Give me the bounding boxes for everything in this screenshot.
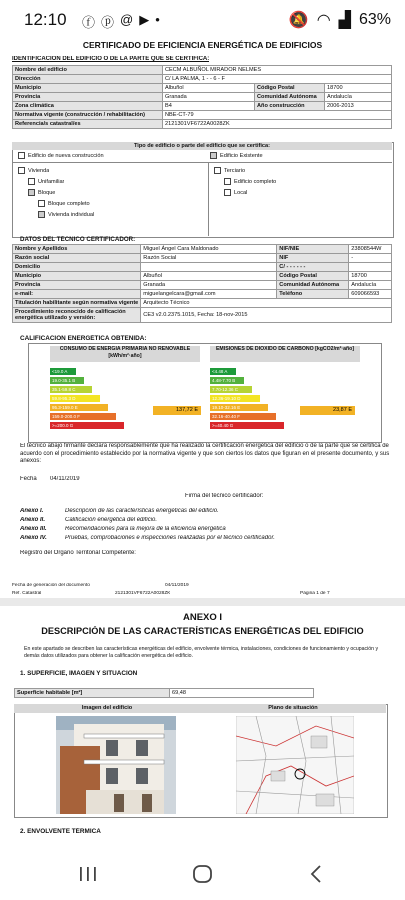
row-value bbox=[141, 263, 277, 272]
tipo-existente-label: Edificio Existente bbox=[220, 152, 263, 159]
footer-ref-value: 2121301VF6722A0028ZK bbox=[115, 591, 171, 596]
vivienda-label: Vivienda bbox=[28, 167, 50, 174]
anexo-key: Anexo I. bbox=[20, 508, 44, 514]
tipo-header: Tipo de edificio o parte del edificio que se certifica: bbox=[12, 142, 392, 150]
row-value: Albuñol bbox=[141, 272, 277, 281]
unifamiliar-option[interactable] bbox=[28, 178, 64, 185]
checkbox[interactable] bbox=[224, 189, 231, 196]
fecha-label: Fecha bbox=[20, 476, 37, 482]
divider bbox=[12, 162, 392, 163]
row-value: Razón Social bbox=[141, 254, 277, 263]
bloque-option[interactable] bbox=[28, 189, 55, 196]
rating-band: 19.0-35.1 B bbox=[50, 377, 84, 384]
notification-icons bbox=[82, 12, 160, 31]
row-value: CE3 v2.0.2375.1015, Fecha: 18-nov-2015 bbox=[141, 308, 392, 323]
row-label-2: Año construcción bbox=[255, 102, 325, 111]
tecnico-row bbox=[13, 308, 392, 323]
anexo-description: Descripción de las características energéticas del edificio. bbox=[65, 508, 219, 514]
row-label: Nombre del edificio bbox=[13, 66, 163, 75]
section-1-title: 1. SUPERFICIE, IMAGEN Y SITUACIÓN bbox=[20, 670, 138, 677]
building-photo bbox=[56, 716, 176, 814]
row-label-2: Comunidad Autónoma bbox=[277, 281, 349, 290]
row-label: Nombre y Apellidos bbox=[13, 245, 141, 254]
vivienda-option[interactable] bbox=[18, 167, 49, 174]
row-value-2 bbox=[349, 263, 392, 272]
row-value: 2121301VF6722A0028ZK bbox=[163, 120, 392, 129]
terciario-option[interactable] bbox=[214, 167, 245, 174]
tecnico-row bbox=[13, 263, 392, 272]
mute-icon: 🔕 bbox=[288, 12, 309, 29]
rating-band: >=40.40 G bbox=[210, 422, 284, 429]
system-icons bbox=[289, 10, 391, 30]
vivienda-individual-option[interactable] bbox=[38, 211, 94, 218]
checkbox[interactable] bbox=[38, 200, 45, 207]
row-value-2: 609066593 bbox=[349, 290, 392, 299]
anexo-key: Anexo III. bbox=[20, 526, 47, 532]
clock: 12:10 bbox=[24, 10, 67, 29]
tecnico-row bbox=[13, 281, 392, 290]
row-label: Municipio bbox=[13, 272, 141, 281]
row-value: miguelangelcara@gmail.com bbox=[141, 290, 277, 299]
tecnico-row bbox=[13, 272, 392, 281]
row-label-2: Código Postal bbox=[255, 84, 325, 93]
row-value: CECM ALBUÑOL MIRADOR NELMES bbox=[163, 66, 392, 75]
row-value-2: Andalucía bbox=[325, 93, 392, 102]
anexo-description: Recomendaciones para la mejora de la eficiencia energética bbox=[65, 526, 226, 532]
row-label: Provincia bbox=[13, 281, 141, 290]
row-label-2: Código Postal bbox=[277, 272, 349, 281]
checkbox[interactable] bbox=[18, 167, 25, 174]
local-option[interactable] bbox=[224, 189, 247, 196]
rating-band: <19.0 A bbox=[50, 368, 76, 375]
fecha-value: 04/11/2019 bbox=[50, 476, 80, 482]
checkbox-checked[interactable] bbox=[210, 152, 217, 159]
section-2-title: 2. ENVOLVENTE TÉRMICA bbox=[20, 828, 101, 835]
divider bbox=[208, 162, 209, 236]
bloque-label: Bloque bbox=[38, 189, 56, 196]
rating-band: 32.16-40.40 F bbox=[210, 413, 276, 420]
row-value: B4 bbox=[163, 102, 255, 111]
recent-apps-button[interactable] bbox=[78, 865, 98, 883]
anexo-key: Anexo II. bbox=[20, 517, 46, 523]
bloque-completo-option[interactable] bbox=[38, 200, 90, 207]
tipo-nueva-label: Edificio de nueva construcción bbox=[28, 152, 104, 159]
row-value: Granada bbox=[163, 93, 255, 102]
vivienda-individual-label: Vivienda individual bbox=[48, 211, 95, 218]
row-value: Albuñol bbox=[163, 84, 255, 93]
row-value-2: Andalucía bbox=[349, 281, 392, 290]
row-value: C/ LA PALMA, 1 - - 6 - F bbox=[163, 75, 392, 84]
ident-row bbox=[13, 75, 392, 84]
wifi-icon: ◠ bbox=[316, 12, 331, 29]
back-button[interactable] bbox=[308, 864, 324, 884]
youtube-icon: ▶ bbox=[139, 12, 150, 27]
row-label: e-mail: bbox=[13, 290, 141, 299]
certificate-page bbox=[10, 38, 395, 598]
tecnico-row bbox=[13, 254, 392, 263]
footer-ref-label: Ref. Catastral bbox=[12, 591, 42, 596]
android-nav-bar bbox=[0, 840, 405, 900]
footer-gen-label: Fecha de generación del documento bbox=[12, 583, 90, 588]
row-label-2: Teléfono bbox=[277, 290, 349, 299]
consumo-rating: 137,72 E bbox=[153, 406, 201, 415]
tecnico-row bbox=[13, 290, 392, 299]
imagen-label: Imagen del edificio bbox=[14, 704, 200, 713]
ident-row bbox=[13, 102, 392, 111]
row-label: Municipio bbox=[13, 84, 163, 93]
emisiones-title: EMISIONES DE DIÓXIDO DE CARBONO [kgCO2/m²·año] bbox=[210, 346, 360, 362]
row-value-2: 18700 bbox=[349, 272, 392, 281]
row-value: Arquitecto Técnico bbox=[141, 299, 392, 308]
tecnico-header: DATOS DEL TÉCNICO CERTIFICADOR: bbox=[20, 236, 136, 243]
pinterest-icon: ⓟ bbox=[101, 15, 115, 30]
signal-icon: ▟ bbox=[338, 12, 351, 29]
ident-table bbox=[12, 65, 392, 129]
row-value-2: 18700 bbox=[325, 84, 392, 93]
row-label: Titulación habilitante según normativa vigente bbox=[13, 299, 141, 308]
row-label: Dirección bbox=[13, 75, 163, 84]
status-bar bbox=[0, 0, 405, 40]
row-value: NBE-CT-79 bbox=[163, 111, 392, 120]
calif-header: CALIFICACIÓN ENERGÉTICA OBTENIDA: bbox=[20, 335, 147, 342]
row-label-2: NIF bbox=[277, 254, 349, 263]
bloque-completo-label: Bloque completo bbox=[48, 200, 90, 207]
row-value: Granada bbox=[141, 281, 277, 290]
row-label: Referencia/s catastral/es bbox=[13, 120, 163, 129]
anexo-key: Anexo IV. bbox=[20, 535, 47, 541]
home-button[interactable] bbox=[192, 864, 214, 884]
footer-page: Página 1 de 7 bbox=[300, 591, 330, 596]
rating-band: 95.3-159.0 E bbox=[50, 404, 108, 411]
checkbox-checked[interactable] bbox=[38, 211, 45, 218]
edificio-completo-label: Edificio completo bbox=[234, 178, 277, 185]
row-label: Razón social bbox=[13, 254, 141, 263]
row-label: Procedimiento reconocido de calificación energética utilizado y versión: bbox=[13, 308, 141, 323]
ident-row bbox=[13, 66, 392, 75]
edificio-completo-option[interactable] bbox=[224, 178, 276, 185]
ident-row bbox=[13, 84, 392, 93]
tecnico-row bbox=[13, 245, 392, 254]
emisiones-rating: 23,87 E bbox=[300, 406, 355, 415]
row-value-2: 23808544W bbox=[349, 245, 392, 254]
row-label: Zona climática bbox=[13, 102, 163, 111]
checkbox[interactable] bbox=[224, 178, 231, 185]
rating-band: 159.0-200.0 F bbox=[50, 413, 116, 420]
page-separator bbox=[0, 598, 405, 606]
rating-band: >=200.0 G bbox=[50, 422, 124, 429]
ident-row bbox=[13, 120, 392, 129]
footer-gen-value: 04/11/2019 bbox=[165, 583, 189, 588]
tipo-existente-option[interactable] bbox=[210, 152, 263, 159]
anexo-subtitle: DESCRIPCIÓN DE LAS CARACTERÍSTICAS ENERGÉTICAS DEL EDIFICIO bbox=[41, 626, 364, 636]
battery-level: 63% bbox=[358, 11, 391, 28]
checkbox[interactable] bbox=[214, 167, 221, 174]
superficie-label: Superficie habitable [m²] bbox=[15, 689, 170, 698]
rating-band: 19.10-32.16 E bbox=[210, 404, 268, 411]
consumo-title: CONSUMO DE ENERGÍA PRIMARIA NO RENOVABLE [kWh/m²·año] bbox=[50, 346, 200, 362]
checkbox[interactable] bbox=[28, 178, 35, 185]
anexo-description: Pruebas, comprobaciones e inspecciones realizadas por el técnico certificador. bbox=[65, 535, 275, 541]
anexo-description: Calificación energética del edificio. bbox=[65, 517, 158, 523]
row-label-2: C/ - - - - - - bbox=[277, 263, 349, 272]
row-value-2: 2006-2013 bbox=[325, 102, 392, 111]
facebook-icon: ⓕ bbox=[82, 15, 96, 30]
firma-label: Firma del técnico certificador: bbox=[185, 493, 264, 499]
tecnico-row bbox=[13, 299, 392, 308]
tecnico-table bbox=[12, 244, 392, 323]
terciario-label: Terciario bbox=[224, 167, 246, 174]
rating-band: 12.36-19.10 D bbox=[210, 395, 260, 402]
declaracion-text: El técnico abajo firmante declara responsablemente que ha realizado la certificación energética del edificio o de la parte que se certifica de acuerdo con el procedimiento establecido por la normativa vigente y que son ciertos los datos que figuran en el presente documento, y sus anexos: bbox=[20, 443, 390, 464]
plano-label: Plano de situación bbox=[200, 704, 386, 713]
unifamiliar-label: Unifamiliar bbox=[38, 178, 65, 185]
row-label-2: NIF/NIE bbox=[277, 245, 349, 254]
rating-band: 7.70-12.36 C bbox=[210, 386, 252, 393]
dot-icon: • bbox=[155, 12, 160, 27]
tipo-nueva-option[interactable] bbox=[18, 152, 104, 159]
row-label: Domicilio bbox=[13, 263, 141, 272]
certificate-title: CERTIFICADO DE EFICIENCIA ENERGÉTICA DE EDIFICIOS bbox=[82, 40, 323, 50]
checkbox-checked[interactable] bbox=[28, 189, 35, 196]
rating-band: 59.8-95.3 D bbox=[50, 395, 100, 402]
anexo-intro: En este apartado se describen las características energéticas del edificio, envolvente térmica, instalaciones, condiciones de funcionamiento y ocupación y demás datos utilizados para obtener la calificación energética del edificio. bbox=[24, 646, 379, 659]
ident-row bbox=[13, 111, 392, 120]
threads-icon: @ bbox=[120, 12, 134, 27]
row-value-2: - bbox=[349, 254, 392, 263]
row-label: Provincia bbox=[13, 93, 163, 102]
row-label: Normativa vigente (construcción / rehabilitación) bbox=[13, 111, 163, 120]
registro-label: Registro del Órgano Territorial Competente: bbox=[20, 550, 136, 556]
local-label: Local bbox=[234, 189, 248, 196]
location-map bbox=[236, 716, 354, 814]
row-value: Miguel Ángel Cara Maldonado bbox=[141, 245, 277, 254]
rating-band: <4.48 A bbox=[210, 368, 236, 375]
ident-header: IDENTIFICACIÓN DEL EDIFICIO O DE LA PARTE QUE SE CERTIFICA: bbox=[12, 56, 210, 62]
rating-band: 35.1-59.8 C bbox=[50, 386, 92, 393]
rating-band: 4.48-7.70 B bbox=[210, 377, 244, 384]
superficie-value: 69,48 bbox=[170, 689, 314, 698]
superficie-table bbox=[14, 688, 314, 698]
anexo-title: ANEXO I bbox=[182, 612, 223, 623]
row-label-2: Comunidad Autónoma bbox=[255, 93, 325, 102]
anexo-page bbox=[10, 606, 395, 838]
checkbox[interactable] bbox=[18, 152, 25, 159]
ident-row bbox=[13, 93, 392, 102]
